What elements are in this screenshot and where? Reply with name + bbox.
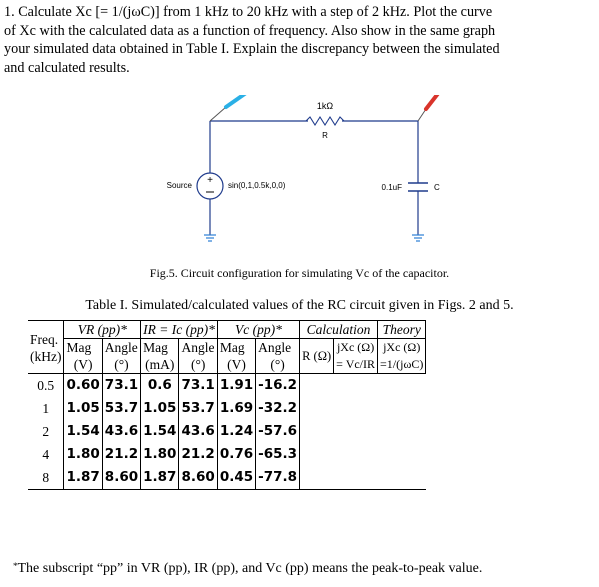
ir-mag-cell: 1.05 [141, 397, 179, 420]
probe-right-icon [418, 95, 440, 121]
freq-unit: (kHz) [30, 349, 62, 364]
vc-angle-cell: -65.3 [256, 443, 300, 466]
table-row [28, 466, 426, 490]
ir-angle-cell: 73.1 [179, 374, 217, 398]
ir-angle-cell: 53.7 [179, 397, 217, 420]
unit-v: (V) [64, 356, 102, 374]
freq-cell: 4 [28, 443, 64, 466]
table-row [28, 397, 426, 420]
mag-header: Mag [141, 339, 179, 357]
vr-header: VR (pp)* [64, 321, 141, 339]
jxc-calc-sub: = Vc/IR [336, 357, 376, 371]
vc-angle-cell: -32.2 [256, 397, 300, 420]
vc-angle-cell: -77.8 [256, 466, 300, 490]
freq-cell: 8 [28, 466, 64, 490]
ir-angle-cell: 8.60 [179, 466, 217, 490]
footnote-mark: * [13, 561, 18, 571]
question-line: and calculated results. [4, 59, 130, 76]
vc-angle-cell: -16.2 [256, 374, 300, 398]
vr-angle-cell: 53.7 [102, 397, 140, 420]
angle-header: Angle [102, 339, 140, 357]
probe-left-icon [210, 95, 246, 121]
freq-header: Freq. [30, 332, 59, 347]
vr-mag-cell: 1.54 [64, 420, 102, 443]
unit-deg: (°) [179, 356, 217, 374]
vc-mag-cell: 1.91 [217, 374, 255, 398]
footnote-text: The subscript “pp” in VR (pp), IR (pp), and Vc (pp) means the peak-to-peak value. [17, 561, 483, 576]
ir-mag-cell: 1.80 [141, 443, 179, 466]
ground-icon [412, 235, 424, 241]
capacitor-value: 0.1uF [381, 183, 402, 192]
ir-angle-cell: 43.6 [179, 420, 217, 443]
angle-header: Angle [179, 339, 217, 357]
table-row [28, 420, 426, 443]
unit-ma: (mA) [141, 356, 179, 374]
vr-mag-cell: 1.05 [64, 397, 102, 420]
freq-cell: 2 [28, 420, 64, 443]
circuit-diagram [150, 95, 480, 255]
source-spec: sin(0,1,0.5k,0,0) [228, 181, 286, 190]
source-label: Source [166, 181, 192, 190]
vr-mag-cell: 1.80 [64, 443, 102, 466]
r-header: R (Ω) [300, 339, 334, 374]
jxc-calc-header: jXc (Ω) [336, 340, 375, 354]
resistor-value: 1kΩ [316, 101, 334, 111]
vc-angle-cell: -57.6 [256, 420, 300, 443]
question-line: 1. Calculate Xc [= 1/(jωC)] from 1 kHz to 20 kHz with a step of 2 kHz. Plot the curve [4, 4, 493, 20]
ir-angle-cell: 21.2 [179, 443, 217, 466]
vc-header: Vc (pp)* [217, 321, 299, 339]
jxc-theory-header: jXc (Ω) [383, 340, 421, 354]
ground-icon [204, 235, 216, 241]
vr-mag-cell: 1.87 [64, 466, 102, 490]
unit-deg: (°) [102, 356, 140, 374]
vr-angle-cell: 73.1 [102, 374, 140, 398]
mag-header: Mag [64, 339, 102, 357]
capacitor-name: C [434, 183, 440, 192]
ir-mag-cell: 0.6 [141, 374, 179, 398]
calc-header: Calculation [300, 321, 378, 339]
table-caption: Table I. Simulated/calculated values of the RC circuit given in Figs. 2 and 5. [85, 298, 514, 313]
jxc-theory-sub: =1/(jωC) [380, 357, 424, 371]
ir-mag-cell: 1.87 [141, 466, 179, 490]
question-line: of Xc with the calculated data as a function of frequency. Also show in the same graph [4, 22, 496, 39]
ir-mag-cell: 1.54 [141, 420, 179, 443]
table-row [28, 443, 426, 466]
vr-angle-cell: 21.2 [102, 443, 140, 466]
table-footnote [13, 561, 482, 577]
vc-mag-cell: 1.24 [217, 420, 255, 443]
vr-angle-cell: 43.6 [102, 420, 140, 443]
theory-header: Theory [378, 321, 426, 339]
angle-header: Angle [256, 339, 300, 357]
resistor-name: R [322, 131, 328, 140]
freq-cell: 0.5 [28, 374, 64, 398]
unit-deg: (°) [256, 356, 300, 374]
vr-angle-cell: 8.60 [102, 466, 140, 490]
table-row [28, 374, 426, 398]
vc-mag-cell: 0.76 [217, 443, 255, 466]
freq-cell: 1 [28, 397, 64, 420]
question-text [4, 3, 594, 77]
results-table [28, 320, 426, 490]
source-plus: + [207, 175, 213, 186]
mag-header: Mag [217, 339, 255, 357]
unit-v: (V) [217, 356, 255, 374]
question-line: your simulated data obtained in Table I. Explain the discrepancy between the simulated [4, 41, 500, 58]
vr-mag-cell: 0.60 [64, 374, 102, 398]
figure-caption: Fig.5. Circuit configuration for simulating Vc of the capacitor. [149, 266, 450, 280]
vc-mag-cell: 0.45 [217, 466, 255, 490]
vc-mag-cell: 1.69 [217, 397, 255, 420]
ir-header: IR = Ic (pp)* [141, 321, 218, 339]
